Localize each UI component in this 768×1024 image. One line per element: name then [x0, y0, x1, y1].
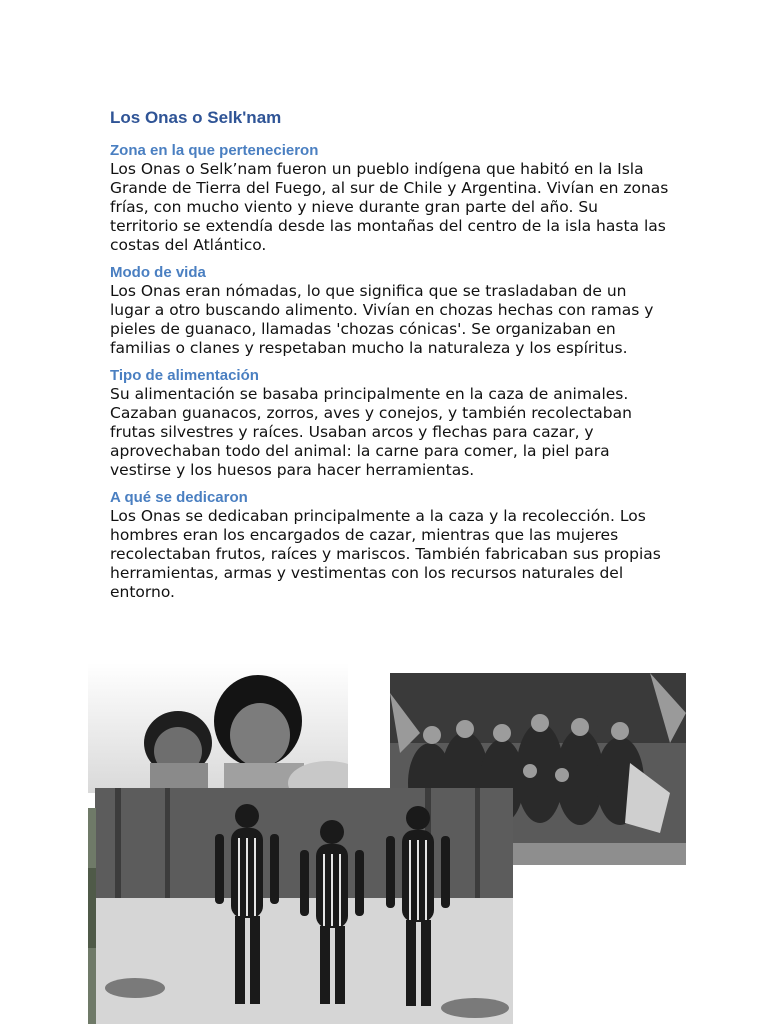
section-text: Su alimentación se basaba principalmente en la caza de animales. Cazaban guanacos, zorros, aves y conejos, y también recolectaban frutas silvestres y raíces. Usaban arcos y flechas para cazar, y aprovechaban todo del animal: la carne para comer, la piel para vestirse y los huesos para hacer herramientas.	[110, 385, 632, 479]
section-text: Los Onas se dedicaban principalmente a la caza y la recolección. Los hombres eran los encargados de cazar, mientras que las mujeres recolectaban frutos, raíces y mariscos. También fabricaban sus propias herramientas, armas y vestimentas con los recursos naturales del entorno.	[110, 507, 661, 601]
section-zona	[110, 141, 670, 255]
section-dedicacion	[110, 488, 670, 602]
page-title: Los Onas o Selk'nam	[110, 108, 282, 127]
section-heading: Zona en la que pertenecieron	[110, 142, 319, 159]
section-heading: Modo de vida	[110, 264, 206, 281]
section-modo-de-vida	[110, 263, 670, 358]
section-heading: Tipo de alimentación	[110, 367, 259, 384]
section-text: Los Onas o Selk’nam fueron un pueblo indígena que habitó en la Isla Grande de Tierra del Fuego, al sur de Chile y Argentina. Vivían en zonas frías, con mucho viento y nieve durante gran parte del año. Su territorio se extendía desde las montañas del centro de la isla hasta las costas del Atlántico.	[110, 160, 669, 254]
section-heading: A qué se dedicaron	[110, 489, 248, 506]
document-body	[110, 108, 670, 610]
section-text: Los Onas eran nómadas, lo que significa que se trasladaban de un lugar a otro buscando alimento. Vivían en chozas hechas con ramas y pieles de guanaco, llamadas 'chozas cónicas'. Se organizaban en familias o clanes y respetaban mucho la naturaleza y los espíritus.	[110, 282, 654, 357]
section-alimentacion	[110, 366, 670, 480]
photo-edge-fragment	[88, 808, 96, 1024]
photo-children	[88, 663, 348, 793]
photo-painted-men	[95, 788, 513, 1024]
